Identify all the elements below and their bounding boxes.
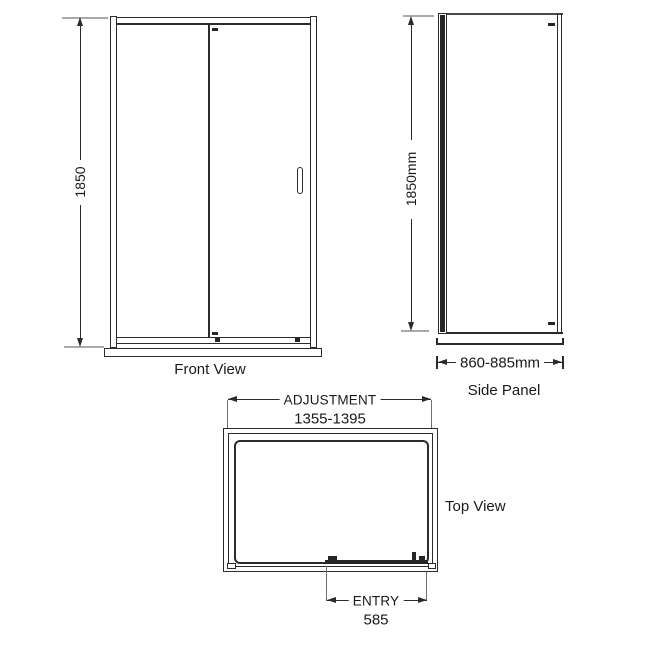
front-bottom-roller-right [295,338,300,342]
side-dim-line-upper [411,20,412,140]
front-dim-arrow-down [77,338,83,347]
door-handle [297,167,303,194]
front-dim-ext-bottom [64,346,104,348]
front-view-label: Front View [174,361,246,378]
front-door-edge [208,25,210,337]
side-depth-dim: 860-885mm [456,355,544,372]
front-top-rail [116,17,311,25]
front-bottom-rail [116,337,311,344]
top-door-roller [328,556,337,560]
top-door-handle [412,552,416,562]
side-top-edge [438,13,563,15]
front-top-roller [212,28,218,31]
side-bottom-fixing [548,322,555,325]
side-dim-arrow-up [408,16,414,25]
front-right-post [310,16,317,348]
top-view-label: Top View [445,498,506,515]
adjustment-ext-left [227,400,228,428]
side-depth-arrow-left [438,359,447,365]
front-dim-line-upper [80,22,81,160]
entry-width: 585 [359,612,392,629]
adjustment-label: ADJUSTMENT [280,393,381,408]
front-shower-tray [104,348,322,357]
adjustment-ext-right [431,400,432,428]
top-corner-cap-left [227,563,236,569]
side-dim-ext-bottom [401,330,429,332]
adjustment-arrow-left [228,396,237,402]
side-panel-label: Side Panel [467,382,541,399]
front-left-post [110,16,117,348]
entry-ext-left [326,566,327,601]
front-height-dim: 1850 [72,163,88,200]
entry-arrow-left [327,597,336,603]
front-dim-line-lower [80,205,81,344]
front-dim-ext-top [62,17,108,19]
side-dim-line-lower [411,219,412,326]
top-door-clip [419,556,425,560]
side-wall-profile-fill [440,15,445,332]
side-glass-edge [557,13,562,334]
side-top-fixing [548,23,555,26]
side-dim-arrow-down [408,322,414,331]
adjustment-range: 1355-1395 [290,411,370,428]
front-bottom-roller-left [215,338,220,342]
side-tray-line [436,343,564,345]
top-corner-cap-right [428,563,436,569]
side-depth-arrow-right [553,359,562,365]
top-tray-inner-edge [234,440,429,564]
entry-arrow-right [418,597,427,603]
entry-label: ENTRY [349,594,404,609]
side-height-dim: 1850mm [403,149,419,209]
side-bottom-edge [438,332,563,334]
adjustment-arrow-right [422,396,431,402]
front-dim-arrow-up [77,17,83,26]
front-bottom-guide [212,332,218,335]
side-tray-hook-left [436,338,438,345]
side-tray-hook-right [562,338,564,345]
